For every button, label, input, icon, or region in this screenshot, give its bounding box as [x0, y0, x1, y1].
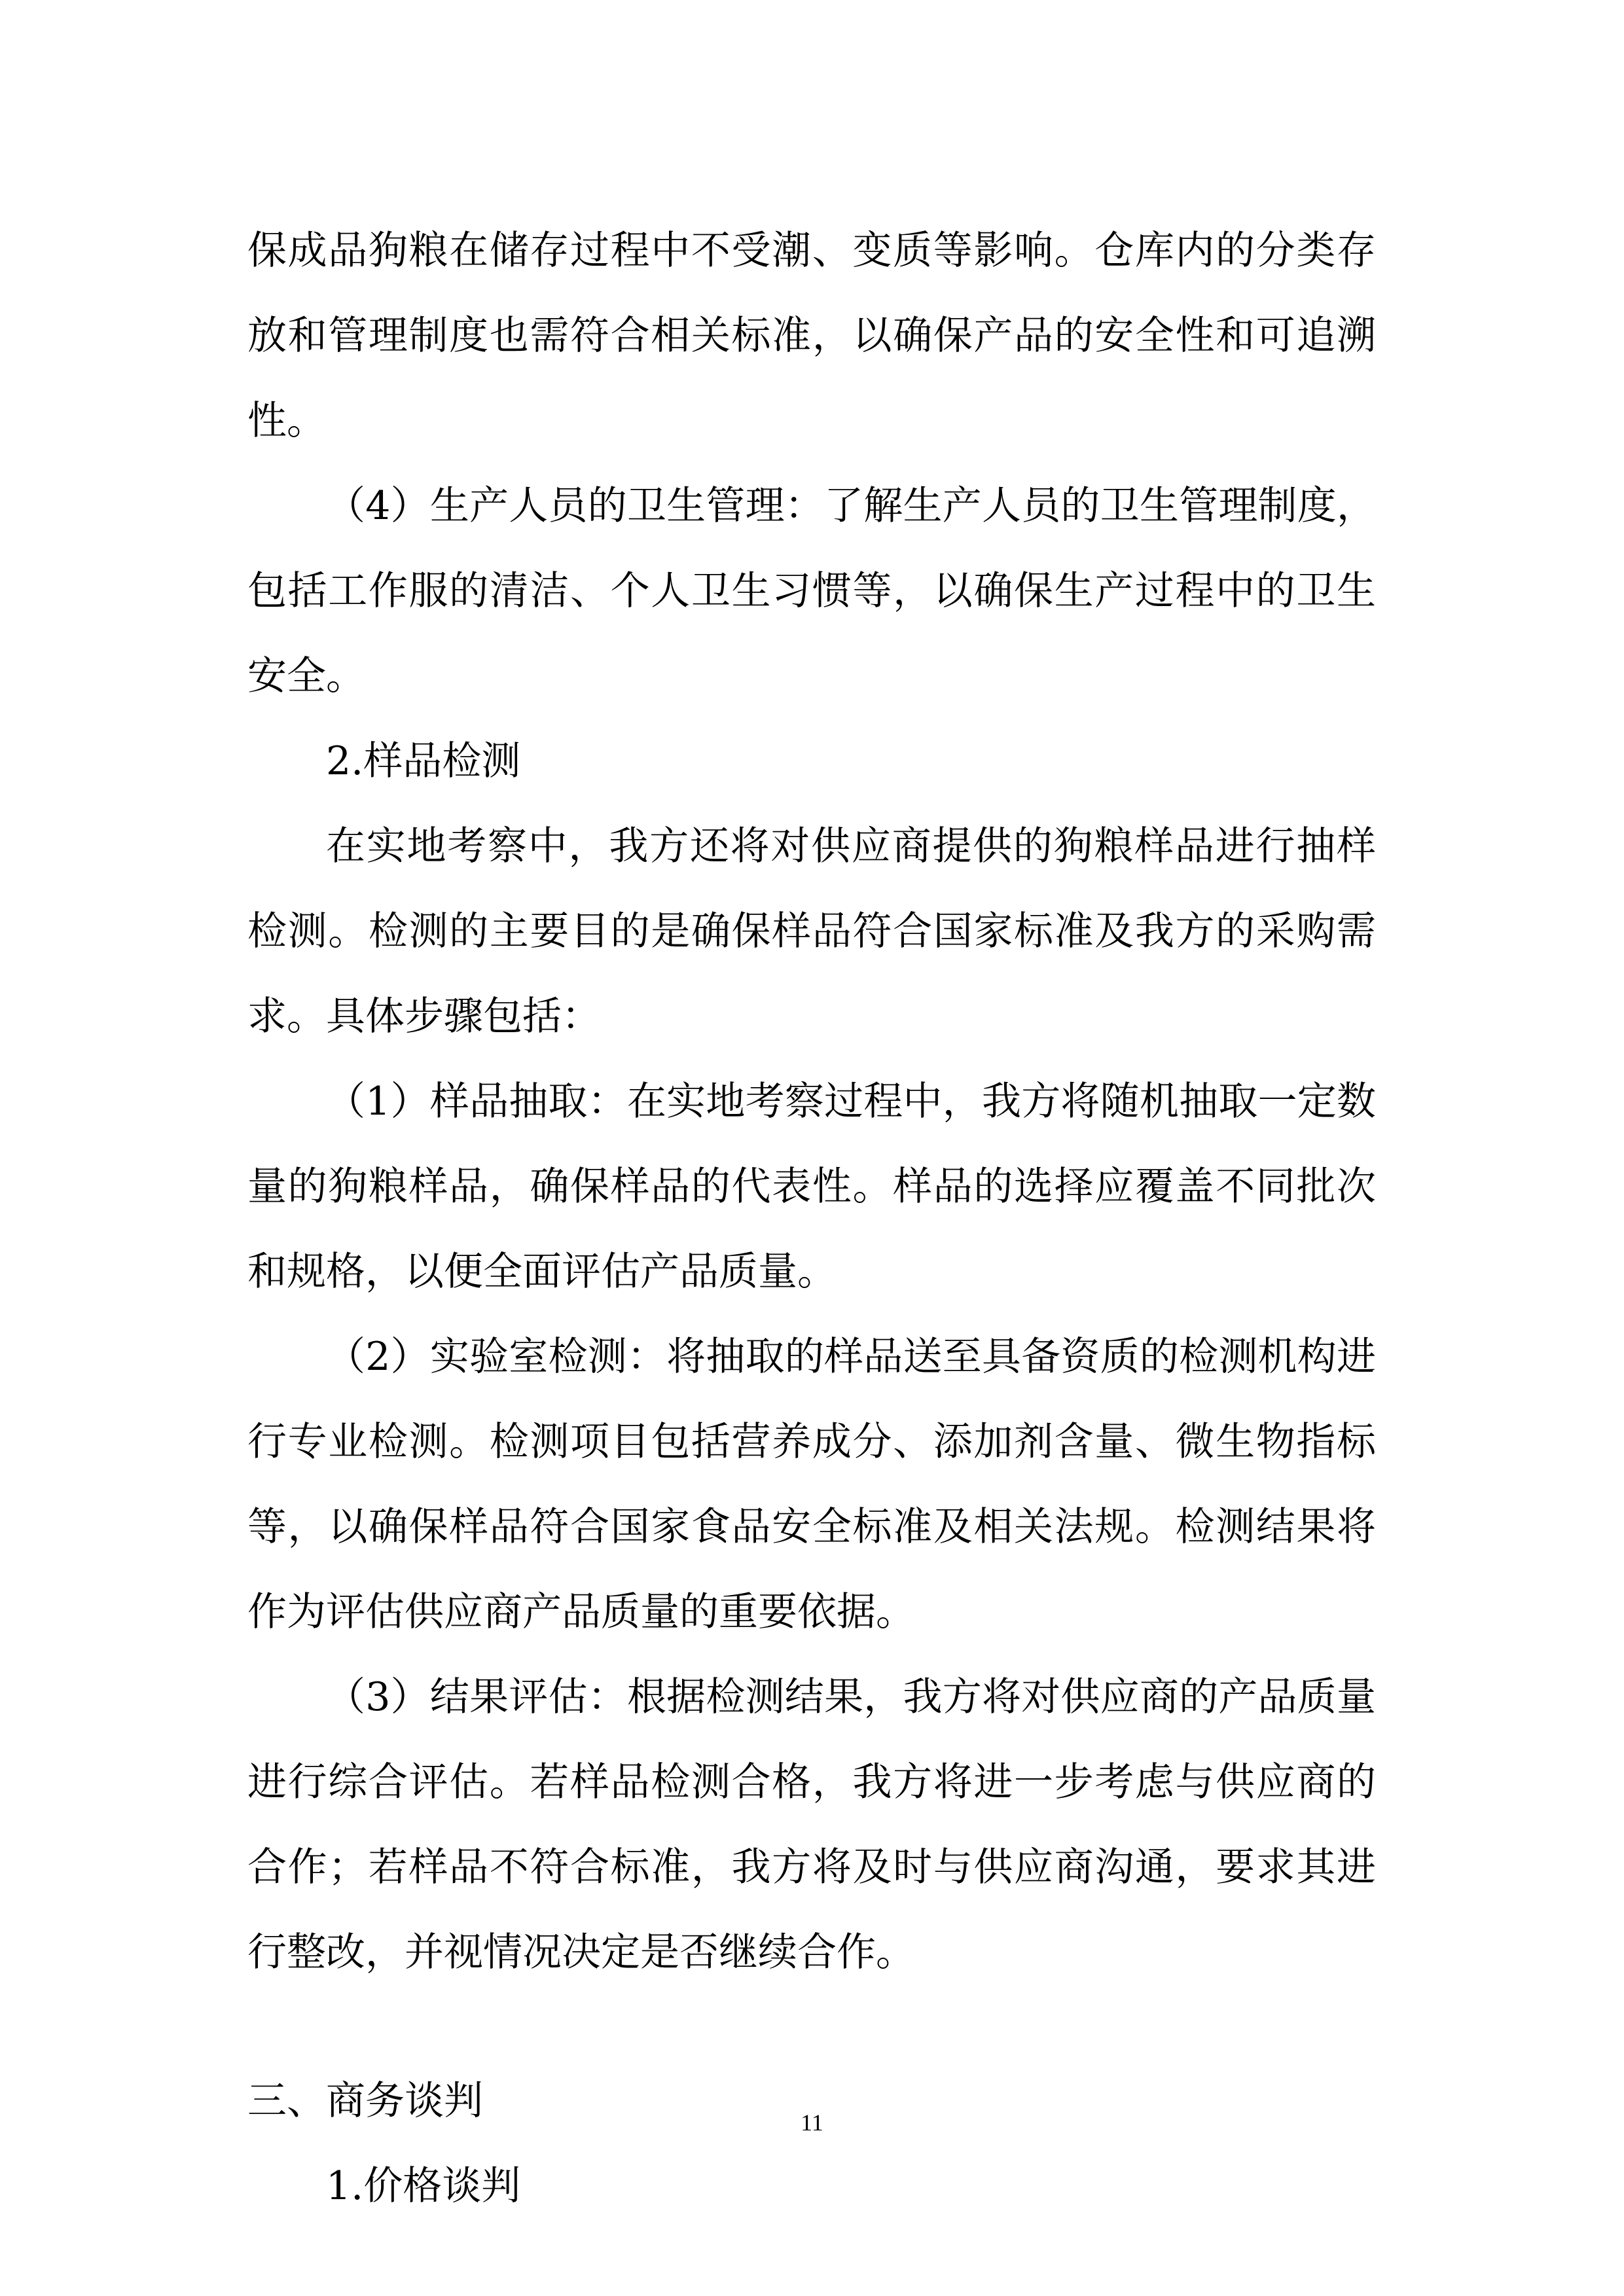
subheading-sample-testing: 2.样品检测 — [326, 738, 521, 784]
paragraph-staff-hygiene: （4）生产人员的卫生管理：了解生产人员的卫生管理制度，包括工作服的清洁、个人卫生习惯等，以确保生产过程中的卫生安全。 — [247, 483, 1376, 699]
paragraph-storage-continuation: 保成品狗粮在储存过程中不受潮、变质等影响。仓库内的分类存放和管理制度也需符合相关标准，以确保产品的安全性和可追溯性。 — [247, 228, 1376, 444]
page-body — [247, 208, 1376, 2229]
paragraph-sample-testing-intro: 在实地考察中，我方还将对供应商提供的狗粮样品进行抽样检测。检测的主要目的是确保样品符合国家标准及我方的采购需求。具体步骤包括： — [247, 823, 1376, 1039]
heading-business-negotiation: 三、商务谈判 — [247, 2078, 483, 2124]
page-number: 11 — [801, 2109, 823, 2136]
paragraph-sample-extraction: （1）样品抽取：在实地考察过程中，我方将随机抽取一定数量的狗粮样品，确保样品的代表性。样品的选择应覆盖不同批次和规格，以便全面评估产品质量。 — [247, 1079, 1376, 1295]
subheading-price-negotiation: 1.价格谈判 — [326, 2163, 521, 2209]
paragraph-lab-testing: （2）实验室检测：将抽取的样品送至具备资质的检测机构进行专业检测。检测项目包括营养成分、添加剂含量、微生物指标等，以确保样品符合国家食品安全标准及相关法规。检测结果将作为评估供应商产品质量的重要依据。 — [247, 1334, 1376, 1635]
paragraph-result-evaluation: （3）结果评估：根据检测结果，我方将对供应商的产品质量进行综合评估。若样品检测合格，我方将进一步考虑与供应商的合作；若样品不符合标准，我方将及时与供应商沟通，要求其进行整改，并视情况决定是否继续合作。 — [247, 1674, 1376, 1975]
